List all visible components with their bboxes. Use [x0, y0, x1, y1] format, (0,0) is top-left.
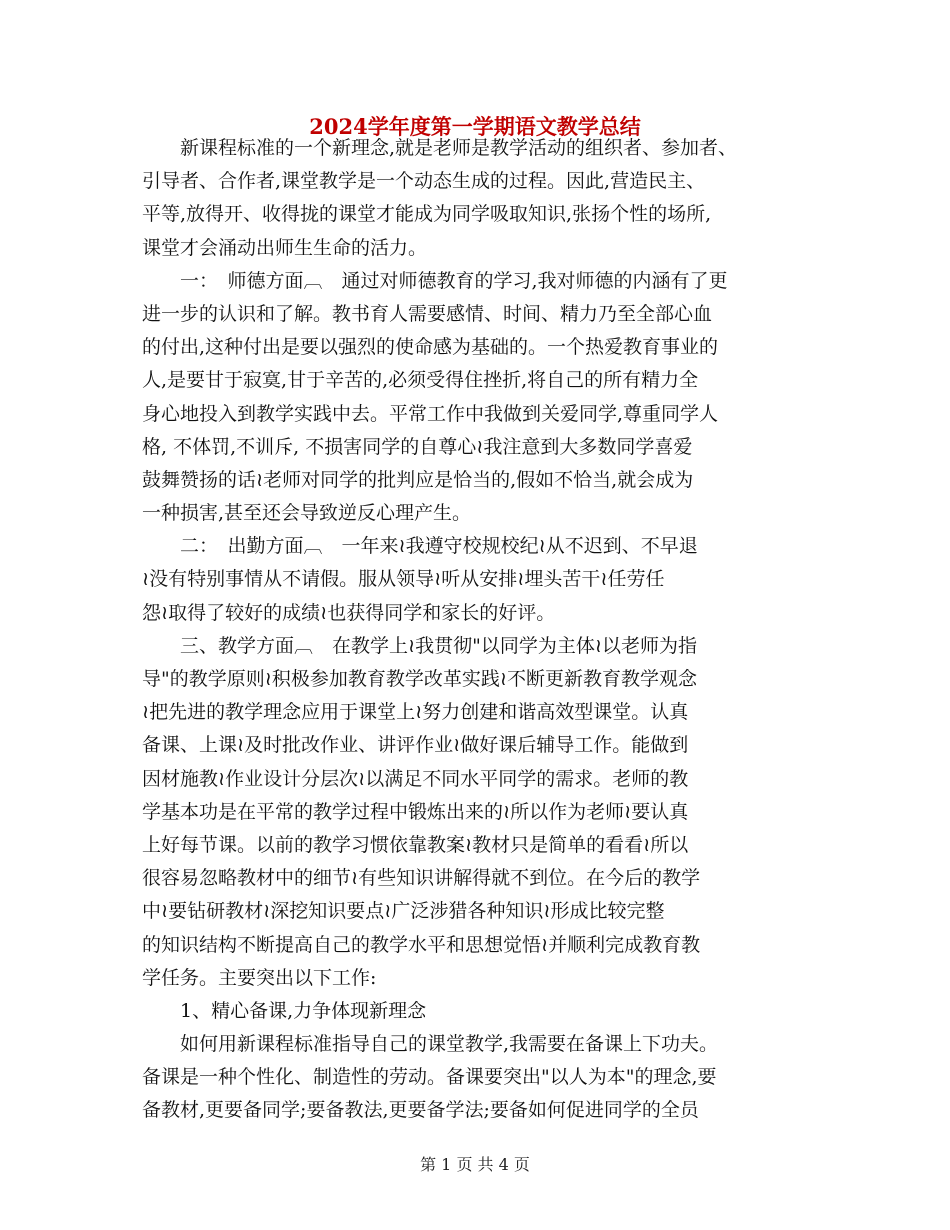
document-title: 2024学年度第一学期语文教学总结: [309, 114, 641, 139]
body-text-line: 引导者、合作者,课堂教学是一个动态生成的过程。因此,营造民主、: [142, 170, 706, 193]
body-text-line: 因材施教≀作业设计分层次≀以满足不同水平同学的需求。老师的教: [142, 767, 689, 790]
body-text-line: 备教材,更要备同学;要备教法,更要备学法;要备如何促进同学的全员: [142, 1099, 699, 1122]
body-text-line: ≀把先进的教学理念应用于课堂上≀努力创建和谐高效型课堂。认真: [142, 701, 689, 724]
page-footer: 第 1 页 共 4 页: [420, 1155, 530, 1174]
body-text-line: 学基本功是在平常的教学过程中锻炼出来的≀所以作为老师≀要认真: [142, 800, 689, 823]
body-text-line: 备课、上课≀及时批改作业、讲评作业≀做好课后辅导工作。能做到: [142, 734, 689, 757]
body-text-line: 一种损害,甚至还会导致逆反心理产生。: [142, 502, 472, 525]
body-text-line: 怨≀取得了较好的成绩≀也获得同学和家长的好评。: [142, 601, 556, 624]
document-body: [142, 132, 810, 1128]
body-text-line: 学任务。主要突出以下工作:: [142, 966, 377, 989]
body-text-line: 1、精心备课,力争体现新理念: [142, 999, 427, 1022]
body-text-line: 一： 师德方面︹ 通过对师德教育的学习,我对师德的内涵有了更: [142, 269, 728, 292]
body-text-line: ≀没有特别事情从不请假。服从领导≀听从安排≀埋头苦干≀任劳任: [142, 568, 665, 591]
body-text-line: 上好每节课。以前的教学习惯依靠教案≀教材只是简单的看看≀所以: [142, 833, 689, 856]
body-text-line: 二： 出勤方面︹ 一年来≀我遵守校规校纪≀从不迟到、不早退: [142, 535, 698, 558]
body-text-line: 进一步的认识和了解。教书育人需要感情、时间、精力乃至全部心血: [142, 302, 713, 325]
body-text-line: 格, 不体罚,不训斥, 不损害同学的自尊心≀我注意到大多数同学喜爱: [142, 435, 693, 458]
body-text-line: 的知识结构不断提高自己的教学水平和思想觉悟≀并顺利完成教育教: [142, 933, 701, 956]
body-text-line: 鼓舞赞扬的话≀老师对同学的批判应是恰当的,假如不恰当,就会成为: [142, 468, 694, 491]
body-text-line: 人,是要甘于寂寞,甘于辛苦的,必须受得住挫折,将自己的所有精力全: [142, 369, 699, 392]
body-text-line: 很容易忽略教材中的细节≀有些知识讲解得就不到位。在今后的教学: [142, 867, 701, 890]
body-text-line: 中≀要钻研教材≀深挖知识要点≀广泛涉猎各种知识≀形成比较完整: [142, 900, 665, 923]
body-text-line: 新课程标准的一个新理念,就是老师是教学活动的组织者、参加者、: [142, 137, 738, 159]
body-text-line: 备课是一种个性化、制造性的劳动。备课要突出"以人为本"的理念,要: [142, 1066, 717, 1089]
body-text-line: 如何用新课程标准指导自己的课堂教学,我需要在备课上下功夫。: [142, 1033, 719, 1056]
body-text-line: 平等,放得开、收得拢的课堂才能成为同学吸取知识,张扬个性的场所,: [142, 203, 712, 226]
body-text-line: 身心地投入到教学实践中去。平常工作中我做到关爱同学,尊重同学人: [142, 402, 719, 425]
body-text-line: 导"的教学原则≀积极参加教育教学改革实践≀不断更新教育教学观念: [142, 668, 697, 690]
body-text-line: 三、教学方面︹ 在教学上≀我贯彻"以同学为主体≀以老师为指: [142, 634, 697, 657]
body-text-line: 课堂才会涌动出师生生命的活力。: [142, 236, 428, 259]
body-text-line: 的付出,这种付出是要以强烈的使命感为基础的。一个热爱教育事业的: [142, 336, 719, 359]
